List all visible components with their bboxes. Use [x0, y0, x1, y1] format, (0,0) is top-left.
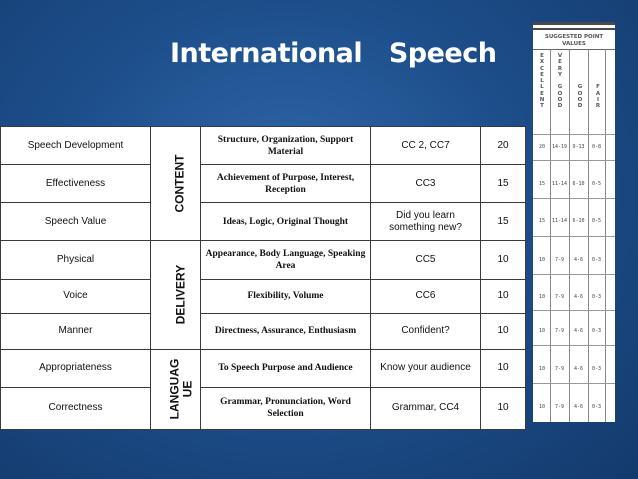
- point-value: 9-13: [572, 144, 585, 150]
- point-value: 10: [538, 366, 546, 372]
- point-value: 7-9: [554, 404, 565, 410]
- point-value: 7-9: [554, 257, 565, 263]
- point-value: 10: [538, 328, 546, 334]
- rating-column-label: E X C E L L E N T: [539, 53, 545, 110]
- point-value: 10: [538, 404, 546, 410]
- point-value: 6-10: [572, 181, 585, 187]
- evaluation-cell: Grammar, CC4: [371, 387, 481, 429]
- points-cell: 10: [481, 313, 526, 349]
- points-cell: 10: [481, 387, 526, 429]
- point-row: [533, 365, 615, 375]
- sheet-top-rule: [533, 22, 615, 25]
- point-value: 6-10: [572, 218, 585, 224]
- point-value: 15: [538, 218, 546, 224]
- table-row: [1, 349, 526, 387]
- table-row: [1, 127, 526, 165]
- criterion-cell: Appropriateness: [1, 349, 151, 387]
- criterion-cell: Correctness: [1, 387, 151, 429]
- evaluation-cell: CC5: [371, 241, 481, 279]
- table-row: [1, 387, 526, 429]
- point-value: 10: [538, 257, 546, 263]
- section-label: DELIVERY: [173, 264, 188, 325]
- rating-column-label: F A I R: [595, 84, 601, 110]
- table-row: [1, 313, 526, 349]
- point-row: [533, 180, 615, 190]
- point-value: 0-3: [591, 257, 602, 263]
- criterion-cell: Speech Development: [1, 127, 151, 165]
- section-delivery: [151, 241, 201, 349]
- evaluation-cell: CC 2, CC7: [371, 127, 481, 165]
- points-cell: 20: [481, 127, 526, 165]
- row-separator: [533, 274, 615, 275]
- point-value: 10: [538, 294, 546, 300]
- point-values-sheet: [533, 22, 615, 422]
- point-value: 0-3: [591, 294, 602, 300]
- point-value: 7-9: [554, 366, 565, 372]
- row-separator: [533, 160, 615, 161]
- table-row: [1, 241, 526, 279]
- description-cell: Flexibility, Volume: [201, 279, 371, 313]
- point-value: 0-3: [591, 328, 602, 334]
- section-language: [151, 349, 201, 429]
- points-cell: 10: [481, 279, 526, 313]
- point-value: 15: [538, 181, 546, 187]
- description-cell: Structure, Organization, Support Material: [201, 127, 371, 165]
- row-separator: [533, 345, 615, 346]
- point-value: 0-5: [591, 218, 602, 224]
- sheet-top-rule: [533, 28, 615, 30]
- row-separator: [533, 198, 615, 199]
- description-cell: Ideas, Logic, Original Thought: [201, 203, 371, 241]
- criterion-cell: Voice: [1, 279, 151, 313]
- evaluation-cell: Confident?: [371, 313, 481, 349]
- rating-column-label: G O O D: [577, 84, 583, 110]
- description-cell: Appearance, Body Language, Speaking Area: [201, 241, 371, 279]
- section-label: LANGUAG UE: [167, 358, 195, 420]
- point-row: [533, 327, 615, 337]
- point-value: 20: [538, 144, 546, 150]
- row-separator: [533, 383, 615, 384]
- criterion-cell: Manner: [1, 313, 151, 349]
- point-value: 0-8: [591, 144, 602, 150]
- point-value: 0-3: [591, 366, 602, 372]
- row-separator: [533, 310, 615, 311]
- evaluation-cell: CC3: [371, 165, 481, 203]
- description-cell: Directness, Assurance, Enthusiasm: [201, 313, 371, 349]
- points-cell: 15: [481, 203, 526, 241]
- table-row: [1, 279, 526, 313]
- points-cell: 15: [481, 165, 526, 203]
- evaluation-cell: Did you learn something new?: [371, 203, 481, 241]
- point-value: 11-14: [551, 181, 568, 187]
- page-title: International Speech: [170, 38, 497, 69]
- criterion-cell: Speech Value: [1, 203, 151, 241]
- point-value: 0-3: [591, 404, 602, 410]
- point-value: 11-14: [551, 218, 568, 224]
- points-cell: 10: [481, 349, 526, 387]
- point-value: 4-6: [573, 257, 584, 263]
- rating-column-label: V E R Y G O O D: [557, 53, 563, 110]
- point-row: [533, 217, 615, 227]
- row-separator: [533, 134, 615, 135]
- evaluation-table: [0, 126, 526, 430]
- criterion-cell: Effectiveness: [1, 165, 151, 203]
- point-value: 4-6: [573, 404, 584, 410]
- evaluation-cell: CC6: [371, 279, 481, 313]
- table-row: [1, 203, 526, 241]
- point-values-header: SUGGESTED POINT VALUES: [544, 34, 604, 47]
- criterion-cell: Physical: [1, 241, 151, 279]
- table-row: [1, 165, 526, 203]
- section-content: [151, 127, 201, 241]
- point-value: 7-9: [554, 294, 565, 300]
- points-cell: 10: [481, 241, 526, 279]
- point-value: 7-9: [554, 328, 565, 334]
- point-value: 4-6: [573, 328, 584, 334]
- point-value: 4-6: [573, 294, 584, 300]
- row-separator: [533, 236, 615, 237]
- description-cell: To Speech Purpose and Audience: [201, 349, 371, 387]
- sheet-divider: [533, 49, 615, 50]
- point-value: 14-19: [551, 144, 568, 150]
- description-cell: Grammar, Pronunciation, Word Selection: [201, 387, 371, 429]
- point-row: [533, 143, 615, 153]
- point-row: [533, 293, 615, 303]
- section-label: CONTENT: [172, 154, 187, 213]
- point-value: 4-6: [573, 366, 584, 372]
- point-row: [533, 256, 615, 266]
- point-value: 0-5: [591, 181, 602, 187]
- point-row: [533, 403, 615, 413]
- description-cell: Achievement of Purpose, Interest, Reception: [201, 165, 371, 203]
- evaluation-cell: Know your audience: [371, 349, 481, 387]
